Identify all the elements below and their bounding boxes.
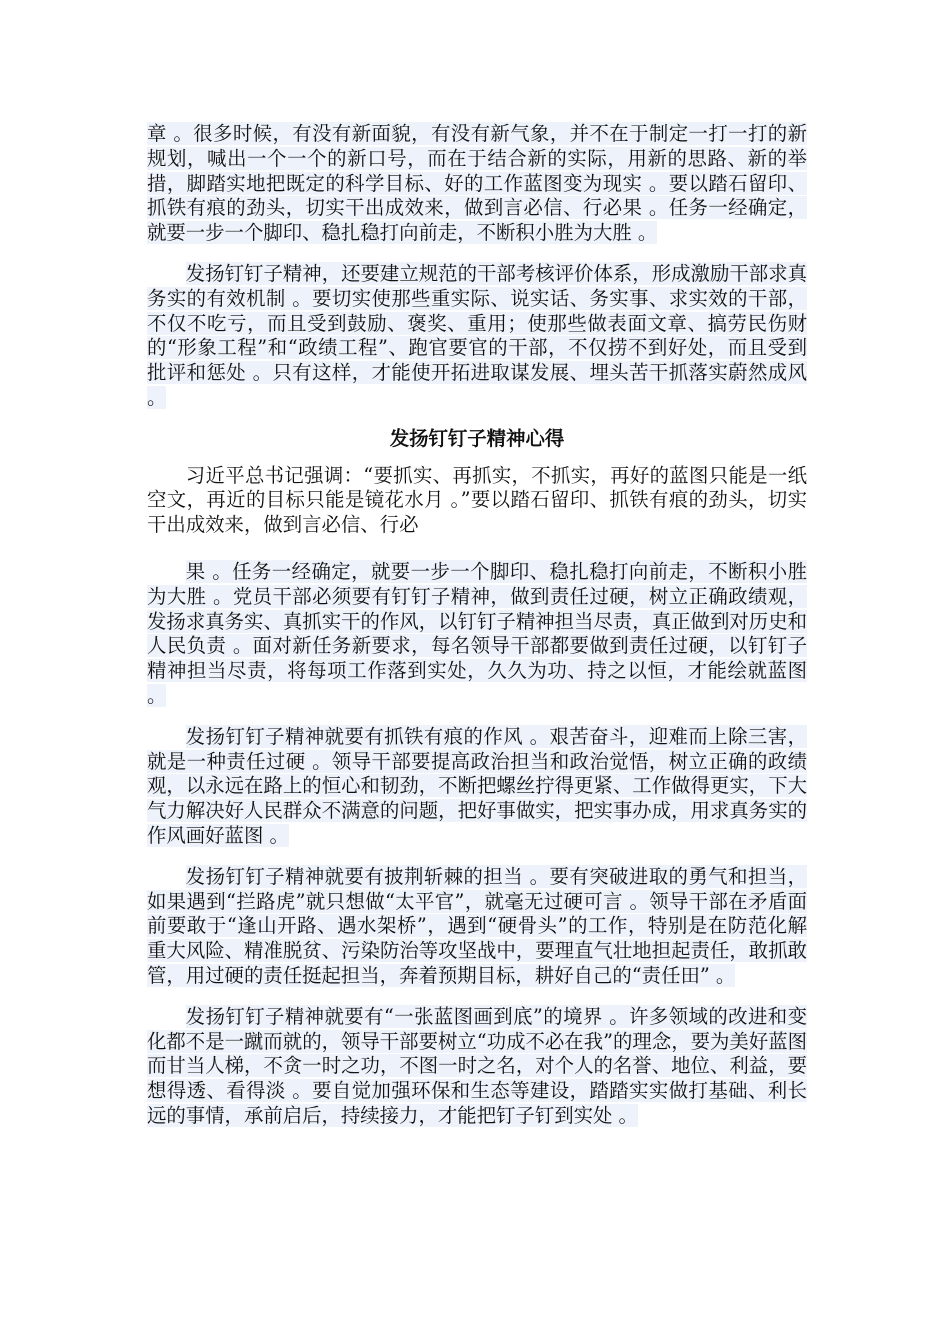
paragraph-text: 发扬钉钉子精神就要有“一张蓝图画到底”的境界 。许多领域的改进和变化都不是一蹴而就的，领导干部要树立“功成不必在我”的理念，要为美好蓝图而甘当人梯，不贪一时之功，不图一时之名，对个人的名誉、地位、利益，要想得透、看得淡 。要自觉加强环保和生态等建设，踏踏实实做打基础、利长远的事情，承前启后，持续接力，才能把钉子钉到实处 。 [147, 1004, 807, 1127]
paragraph-text: 习近平总书记强调：“要抓实、再抓实，不抓实，再好的蓝图只能是一纸空文，再近的目标只能是镜花水月 。”要以踏石留印、抓铁有痕的劲头，切实干出成效来，做到言必信、行必 [147, 463, 807, 537]
paragraph-xi-quote [147, 464, 807, 538]
paragraph-work-style [147, 725, 807, 849]
paragraph-assessment-system [147, 262, 807, 411]
document-page [147, 122, 807, 1145]
paragraph-text: 果 。任务一经确定，就要一步一个脚印、稳扎稳打向前走，不断积小胜为大胜 。党员干部必须要有钉钉子精神，做到责任过硬，树立正确政绩观，发扬求真务实、真抓实干的作风，以钉钉子精神担当尽责，真正做到对历史和人民负责 。面对新任务新要求，每名领导干部都要做到责任过硬，以钉钉子精神担当尽责，将每项工作落到实处，久久为功、持之以恒，才能绘就蓝图 。 [147, 559, 807, 707]
paragraph-blueprint [147, 1005, 807, 1129]
paragraph-text: 章 。很多时候，有没有新面貌，有没有新气象，并不在于制定一打一打的新规划，喊出一个一个的新口号，而在于结合新的实际，用新的思路、新的举措，脚踏实地把既定的科学目标、好的工作蓝图变为现实 。要以踏石留印、抓铁有痕的劲头，切实干出成效来，做到言必信、行必果 。任务一经确定，就要一步一个脚印、稳扎稳打向前走，不断积小胜为大胜 。 [147, 122, 807, 245]
section-title: 发扬钉钉子精神心得 [389, 426, 565, 450]
paragraph-text: 发扬钉钉子精神，还要建立规范的干部考核评价体系，形成激励干部求真务实的有效机制 。要切实使那些重实际、说实话、务实事、求实效的干部，不仅不吃亏，而且受到鼓励、褒奖、重用；使那些做表面文章、搞劳民伤财的“形象工程”和“政绩工程”、跑官要官的干部，不仅捞不到好处，而且受到批评和惩处 。只有这样，才能使开拓进取谋发展、埋头苦干抓落实蔚然成风 。 [147, 261, 807, 409]
paragraph-courage [147, 865, 807, 989]
paragraph-text: 发扬钉钉子精神就要有抓铁有痕的作风 。艰苦奋斗，迎难而上除三害，就是一种责任过硬 。领导干部要提高政治担当和政治觉悟，树立正确的政绩观，以永远在路上的恒心和韧劲，不断把螺丝拧得更紧、工作做得更实，下大气力解决好人民群众不满意的问题，把好事做实，把实事办成，用求真务实的作风画好蓝图 。 [147, 724, 807, 847]
paragraph-responsibility [147, 560, 807, 709]
paragraph-text: 发扬钉钉子精神就要有披荆斩棘的担当 。要有突破进取的勇气和担当，如果遇到“拦路虎”就只想做“太平官”，就毫无过硬可言 。领导干部在矛盾面前要敢于“逢山开路、遇水架桥”，遇到“硬骨头”的工作，特别是在防范化解重大风险、精准脱贫、污染防治等攻坚战中，要理直气壮地担起责任，敢抓敢管，用过硬的责任挺起担当，奔着预期目标，耕好自己的“责任田” 。 [147, 864, 807, 987]
paragraph-continuation [147, 122, 807, 246]
